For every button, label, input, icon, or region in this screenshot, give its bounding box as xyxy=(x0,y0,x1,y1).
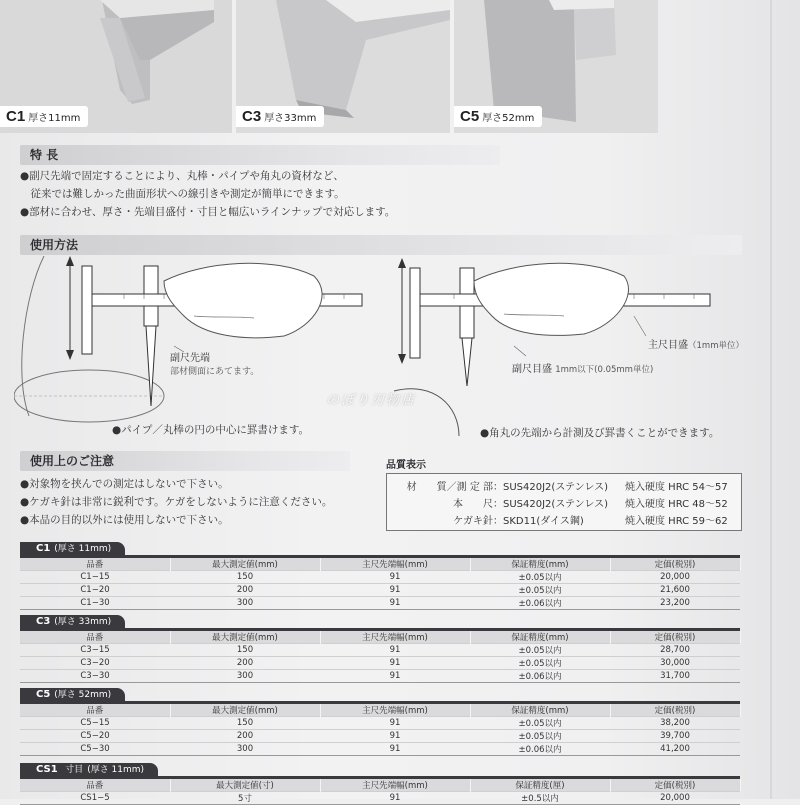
table-row xyxy=(20,670,740,683)
quality-heading: 品質表示 xyxy=(386,460,426,471)
quality-box xyxy=(386,473,742,531)
cell-max: 150 xyxy=(170,717,320,730)
photo-c5 xyxy=(454,0,658,133)
col-header: 最大測定値(mm) xyxy=(170,631,320,644)
cell-accuracy: ±0.05以内 xyxy=(470,571,610,584)
photo-c5-tag: C5 厚さ52mm xyxy=(454,106,542,127)
cell-width: 91 xyxy=(320,571,470,584)
table-tab: C3 (厚さ 33mm) xyxy=(20,615,125,629)
col-header: 主尺先端幅(mm) xyxy=(320,704,470,717)
cell-max: 150 xyxy=(170,644,320,657)
features-heading: 特 長 xyxy=(20,145,500,165)
cell-code: C3−30 xyxy=(20,670,170,683)
cell-max: 200 xyxy=(170,657,320,670)
col-header: 保証精度(mm) xyxy=(470,558,610,571)
cell-code: C5−30 xyxy=(20,743,170,756)
vernier-tip-label: 副尺先端 xyxy=(170,353,210,364)
cell-price: 28,700 xyxy=(610,644,740,657)
col-header: 保証精度(mm) xyxy=(470,704,610,717)
photo-c1-tag: C1 厚さ11mm xyxy=(0,106,88,127)
cell-code: C1−20 xyxy=(20,584,170,597)
cell-price: 20,000 xyxy=(610,571,740,584)
table-row xyxy=(20,571,740,584)
quality-hardness-1: 焼入硬度 HRC 54～57 xyxy=(625,482,728,493)
col-header: 定価(税別) xyxy=(610,704,740,717)
cell-accuracy: ±0.05以内 xyxy=(470,657,610,670)
col-header: 定価(税別) xyxy=(610,558,740,571)
quality-material-2: SUS420J2(ステンレス) xyxy=(503,499,608,510)
table-row xyxy=(20,717,740,730)
cell-price: 39,700 xyxy=(610,730,740,743)
cell-accuracy: ±0.06以内 xyxy=(470,597,610,610)
cell-accuracy: ±0.05以内 xyxy=(470,730,610,743)
col-header: 最大測定値(寸) xyxy=(170,779,320,792)
cell-price: 20,000 xyxy=(610,792,740,805)
cell-accuracy: ±0.06以内 xyxy=(470,670,610,683)
table-row xyxy=(20,730,740,743)
cell-code: C5−15 xyxy=(20,717,170,730)
cell-width: 91 xyxy=(320,743,470,756)
col-header: 主尺先端幅(mm) xyxy=(320,631,470,644)
table-tab: C5 (厚さ 52mm) xyxy=(20,688,125,702)
quality-label-1: 材 質／測 定 部： xyxy=(406,482,503,493)
usage-heading: 使用方法 xyxy=(20,235,742,255)
cell-max: 200 xyxy=(170,730,320,743)
cell-width: 91 xyxy=(320,792,470,805)
cell-max: 5寸 xyxy=(170,792,320,805)
table-tab: CS1 寸目 (厚さ 11mm) xyxy=(20,763,158,777)
cell-code: C5−20 xyxy=(20,730,170,743)
col-header: 定価(税別) xyxy=(610,779,740,792)
usage-illustration xyxy=(14,256,754,446)
cell-accuracy: ±0.05以内 xyxy=(470,644,610,657)
cell-code: C1−15 xyxy=(20,571,170,584)
cell-accuracy: ±0.05以内 xyxy=(470,717,610,730)
quality-hardness-3: 焼入硬度 HRC 59～62 xyxy=(625,516,728,527)
photo-c3-tag: C3 厚さ33mm xyxy=(236,106,324,127)
cell-price: 30,000 xyxy=(610,657,740,670)
col-header: 保証精度(mm) xyxy=(470,631,610,644)
col-header: 最大測定値(mm) xyxy=(170,704,320,717)
cell-accuracy: ±0.05以内 xyxy=(470,584,610,597)
col-header: 品番 xyxy=(20,704,170,717)
cell-max: 300 xyxy=(170,670,320,683)
vernier-scale-label: 副尺目盛 1mm以下(0.05mm単位) xyxy=(512,364,654,375)
cell-price: 23,200 xyxy=(610,597,740,610)
cell-width: 91 xyxy=(320,670,470,683)
table-row xyxy=(20,584,740,597)
cell-width: 91 xyxy=(320,584,470,597)
caution-line-2: ●ケガキ針は非常に鋭利です。ケガをしないように注意ください。 xyxy=(20,496,333,508)
cell-max: 300 xyxy=(170,597,320,610)
caution-line-1: ●対象物を挟んでの測定はしないで下さい。 xyxy=(20,478,229,490)
feature-line-3: ●部材に合わせ、厚さ・先端目盛付・寸目と幅広いラインナップで対応します。 xyxy=(20,206,396,218)
col-header: 主尺先端幅(mm) xyxy=(320,558,470,571)
cell-width: 91 xyxy=(320,730,470,743)
cell-code: C3−15 xyxy=(20,644,170,657)
cell-price: 38,200 xyxy=(610,717,740,730)
col-header: 品番 xyxy=(20,631,170,644)
col-header: 主尺先端幅(mm) xyxy=(320,779,470,792)
quality-material-3: SKD11(ダイス鋼) xyxy=(503,516,584,527)
table-row xyxy=(20,792,740,805)
cell-width: 91 xyxy=(320,644,470,657)
col-header: 保証精度(厘) xyxy=(470,779,610,792)
cell-max: 150 xyxy=(170,571,320,584)
cautions-heading: 使用上のご注意 xyxy=(20,451,350,471)
cell-code: CS1−5 xyxy=(20,792,170,805)
watermark: のぼり刃物店 xyxy=(326,393,417,408)
cell-code: C1−30 xyxy=(20,597,170,610)
table-row xyxy=(20,743,740,756)
usage-caption-right: ●角丸の先端から計測及び罫書くことができます。 xyxy=(480,427,720,439)
cell-price: 41,200 xyxy=(610,743,740,756)
col-header: 最大測定値(mm) xyxy=(170,558,320,571)
feature-line-1: ●副尺先端で固定することにより、丸棒・パイプや角丸の資材など、 xyxy=(20,170,344,182)
cell-code: C3−20 xyxy=(20,657,170,670)
feature-line-2: 従来では難しかった曲面形状への線引きや測定が簡単にできます。 xyxy=(20,188,345,200)
col-header: 品番 xyxy=(20,779,170,792)
table-row xyxy=(20,644,740,657)
cell-price: 31,700 xyxy=(610,670,740,683)
quality-material-1: SUS420J2(ステンレス) xyxy=(503,482,608,493)
col-header: 定価(税別) xyxy=(610,631,740,644)
cell-width: 91 xyxy=(320,597,470,610)
cell-price: 21,600 xyxy=(610,584,740,597)
cell-accuracy: ±0.5以内 xyxy=(470,792,610,805)
table-row xyxy=(20,597,740,610)
photo-c1 xyxy=(0,0,232,133)
usage-caption-left: ●パイプ／丸棒の円の中心に罫書けます。 xyxy=(112,424,310,436)
main-scale-label: 主尺目盛（1mm単位） xyxy=(648,340,744,351)
quality-label-2: 本 尺： xyxy=(453,499,503,510)
quality-label-3: ケガキ針： xyxy=(453,516,503,527)
photo-c3 xyxy=(236,0,450,133)
cell-accuracy: ±0.06以内 xyxy=(470,743,610,756)
table-tab: C1 (厚さ 11mm) xyxy=(20,542,125,556)
cell-max: 200 xyxy=(170,584,320,597)
caution-line-3: ●本品の目的以外には使用しないで下さい。 xyxy=(20,514,229,526)
quality-hardness-2: 焼入硬度 HRC 48～52 xyxy=(625,499,728,510)
page-fold xyxy=(770,0,772,799)
cell-width: 91 xyxy=(320,657,470,670)
col-header: 品番 xyxy=(20,558,170,571)
table-row xyxy=(20,657,740,670)
cell-width: 91 xyxy=(320,717,470,730)
cell-max: 300 xyxy=(170,743,320,756)
vernier-tip-note: 部材側面にあてます。 xyxy=(170,367,260,377)
